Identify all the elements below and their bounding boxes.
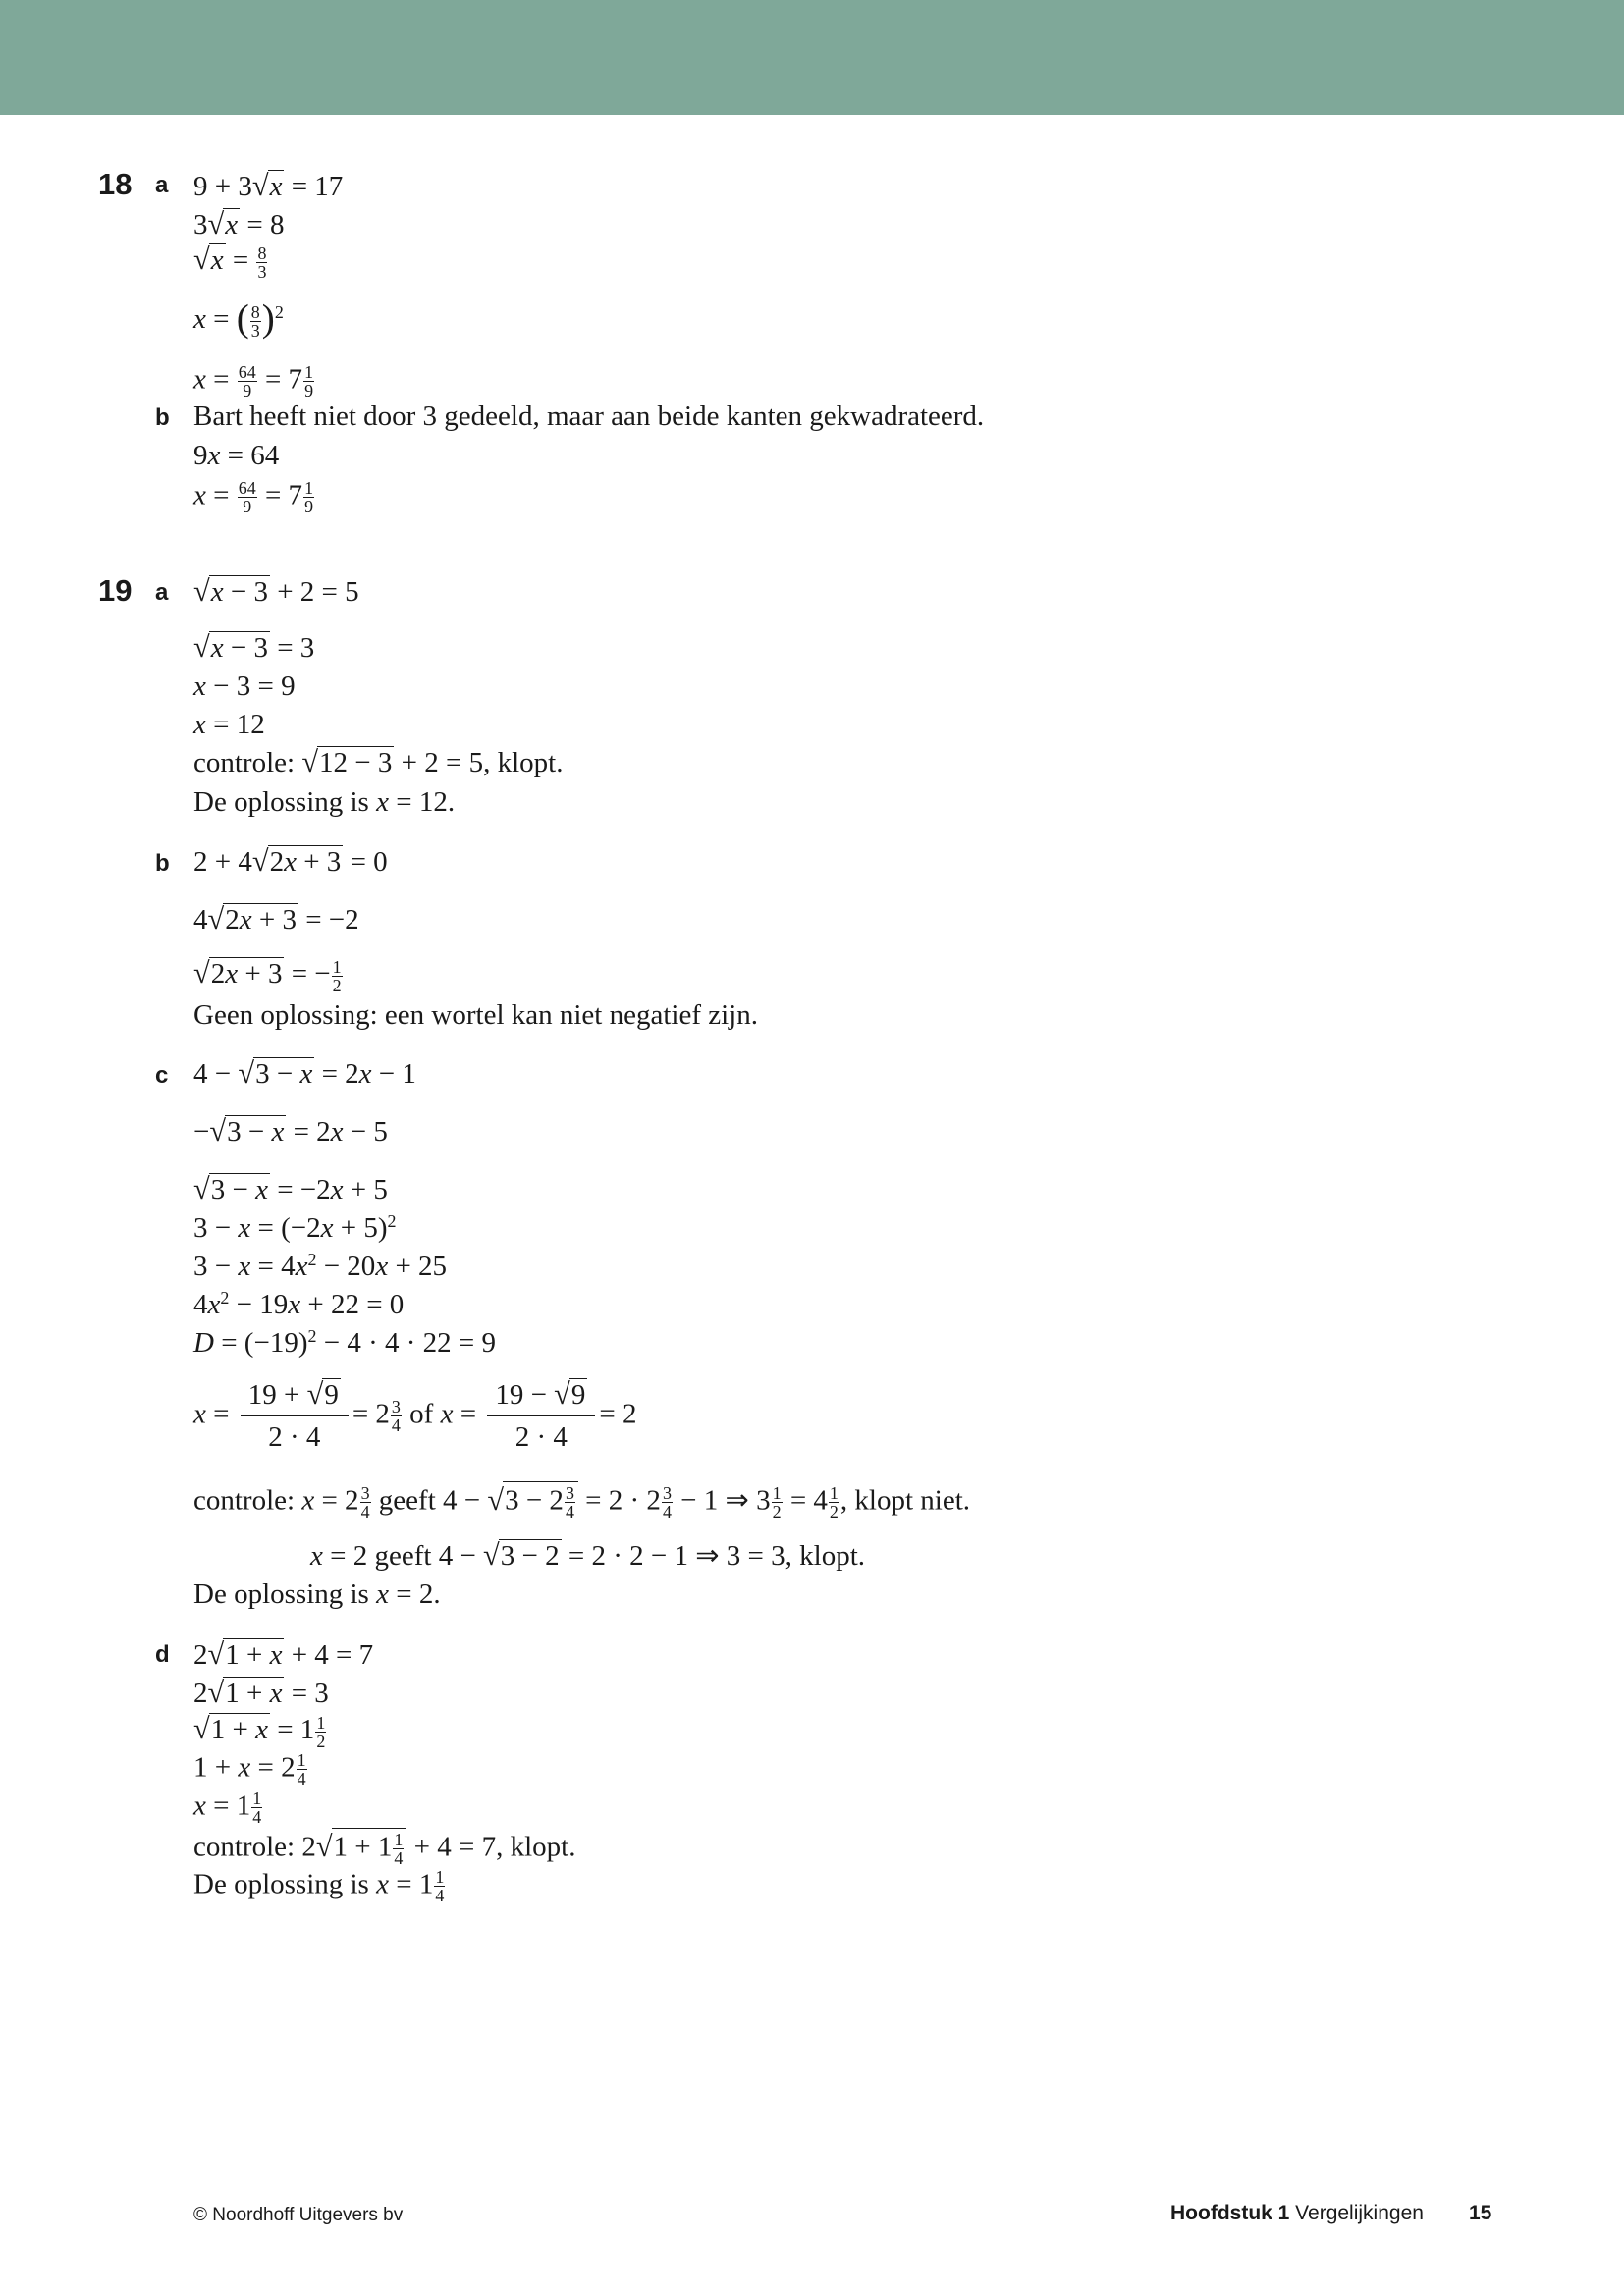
radical: √3 − x — [238, 1056, 313, 1090]
fraction: $\frac{8}{3}$ — [250, 301, 260, 341]
math-line: x = 2 geeft 4 − √3 − 2 = 2 · 2 − 1 ⇒ 3 = 3, klopt. — [310, 1538, 866, 1572]
math-line: De oplossing is x = 2. — [193, 1578, 441, 1610]
math-line: $4x^2 - 19x + 22 = 0$ — [193, 1288, 405, 1320]
fraction: $\frac{1}{4}$ — [394, 1830, 404, 1869]
radical: √3 − x — [193, 1172, 268, 1205]
math-line: 2 + 4√2x + 3 = 0 — [193, 844, 388, 878]
math-line: √x − 3 + 2 = 5 — [193, 574, 359, 608]
fraction: $\frac{3}{4}$ — [360, 1483, 370, 1522]
part-label: b — [155, 404, 170, 431]
math-line: 2√1 + x + 4 = 7 — [193, 1637, 374, 1671]
math-line: x = 1 $\frac{1}{4}$ — [193, 1789, 262, 1828]
math-line: 9 + 3√x = 17 — [193, 169, 344, 202]
fraction: $\frac{3}{4}$ — [662, 1483, 672, 1522]
radical: √x — [251, 169, 283, 202]
math-line: √2x + 3 = − $\frac{1}{2}$ — [193, 956, 342, 995]
math-line: De oplossing is x = 1 $\frac{1}{4}$ — [193, 1867, 445, 1906]
radical: √1 + x — [207, 1676, 283, 1709]
part-label: d — [155, 1641, 170, 1668]
math-line: x = ( $\frac{8}{3}$ )$^2$ — [193, 297, 284, 341]
radical: √1 + x — [193, 1712, 268, 1745]
fraction: $\frac{64}{9}$ — [238, 478, 256, 517]
radical: √1 + x — [207, 1637, 283, 1671]
part-label: b — [155, 850, 170, 877]
math-line: 4√2x + 3 = −2 — [193, 902, 359, 935]
radical: √x — [207, 207, 239, 240]
fraction: $\frac{1}{4}$ — [252, 1789, 262, 1828]
math-line: controle: 2√1 + 1 $\frac{1}{4}$ + 4 = 7, klopt. — [193, 1829, 576, 1869]
math-line: controle: x = 2 $\frac{3}{4}$ geeft 4 − √3 − 2 $\frac{3}{4}$ = 2 · 2 $\frac{3}{4}$ − 1 ⇒ 3 $\frac{1}{2}$ = 4 $\frac{1}{2}$ , klopt niet. — [193, 1482, 971, 1522]
math-line: De oplossing is x = 12. — [193, 786, 456, 818]
radical: √2x + 3 — [207, 902, 297, 935]
question-number: 18 — [98, 167, 133, 201]
math-line: 1 + x = 2 $\frac{1}{4}$ — [193, 1750, 306, 1789]
fraction: $\frac{3}{4}$ — [391, 1396, 401, 1436]
radical: √9 — [306, 1377, 339, 1411]
text-line: Bart heeft niet door 3 gedeeld, maar aan beide kanten gekwadrateerd. — [193, 400, 985, 432]
math-line: controle: √12 − 3 + 2 = 5, klopt. — [193, 745, 564, 778]
copyright-notice: © Noordhoff Uitgevers bv — [193, 2205, 404, 2225]
radical: √3 − x — [209, 1114, 285, 1148]
math-line: $D = (-19)^2 - 4 \cdot 4 \cdot 22 = 9$ — [193, 1326, 496, 1359]
math-line: $3 - x = (-2x + 5)^2$ — [193, 1211, 397, 1244]
math-line: $3 - x = 4x^2 - 20x + 25$ — [193, 1250, 448, 1282]
radical: √9 — [554, 1377, 586, 1411]
fraction: $\frac{3}{4}$ — [565, 1483, 574, 1522]
radical: √x − 3 — [193, 630, 268, 664]
page-number: 15 — [1469, 2202, 1492, 2224]
math-line: 4 − √3 − x = 2x − 1 — [193, 1056, 416, 1090]
radical: √x − 3 — [193, 574, 268, 608]
radical: √3 − 2 — [483, 1538, 560, 1572]
radical: √2x + 3 — [193, 956, 283, 989]
big-fraction: $\frac{19 + √9}{2 \cdot 4}$ — [241, 1377, 349, 1456]
part-label: c — [155, 1062, 169, 1089]
math-line: x = $\frac{64}{9}$ = 7 $\frac{1}{9}$ — [193, 478, 314, 517]
math-line: 3√x = 8 — [193, 207, 285, 240]
math-line: √3 − x = −2x + 5 — [193, 1172, 388, 1205]
radical: √1 + 1 $\frac{1}{4}$ — [316, 1828, 407, 1868]
math-line: x = $\frac{64}{9}$ = 7 $\frac{1}{9}$ — [193, 362, 314, 401]
part-label: a — [155, 579, 169, 606]
math-line: 9x = 64 — [193, 440, 280, 471]
fraction: $\frac{1}{2}$ — [772, 1483, 782, 1522]
fraction: $\frac{1}{4}$ — [435, 1867, 445, 1906]
fraction: $\frac{1}{2}$ — [332, 956, 342, 995]
math-line: x = $\frac{19 + √9}{2 \cdot 4}$ = 2 $\frac{3}{4}$ of x = $\frac{19 - √9}{2 \cdot 4}$ = 2 — [193, 1377, 637, 1456]
math-line: √1 + x = 1 $\frac{1}{2}$ — [193, 1712, 326, 1751]
radical: √2x + 3 — [251, 844, 342, 878]
radical: √12 − 3 — [301, 745, 393, 778]
fraction: $\frac{1}{4}$ — [297, 1750, 306, 1789]
math-line: −√3 − x = 2x − 5 — [193, 1114, 388, 1148]
radical: √x — [193, 242, 224, 276]
radical: √3 − 2 $\frac{3}{4}$ — [487, 1481, 578, 1522]
fraction: $\frac{1}{9}$ — [304, 362, 314, 401]
math-line: √x = $\frac{8}{3}$ — [193, 242, 267, 282]
fraction: $\frac{64}{9}$ — [238, 362, 256, 401]
fraction: $\frac{1}{2}$ — [829, 1483, 839, 1522]
question-number: 19 — [98, 573, 133, 608]
fraction: $\frac{8}{3}$ — [257, 242, 267, 282]
math-line: √x − 3 = 3 — [193, 630, 315, 664]
fraction: $\frac{1}{2}$ — [316, 1712, 326, 1751]
fraction: $\frac{1}{9}$ — [304, 478, 314, 517]
chapter-title: Hoofdstuk 1 Vergelijkingen — [1170, 2202, 1424, 2224]
math-line: x − 3 = 9 — [193, 670, 296, 702]
big-fraction: $\frac{19 - √9}{2 \cdot 4}$ — [487, 1377, 595, 1456]
part-label: a — [155, 172, 169, 198]
text-line: Geen oplossing: een wortel kan niet negatief zijn. — [193, 999, 758, 1031]
math-line: 2√1 + x = 3 — [193, 1676, 329, 1709]
math-line: x = 12 — [193, 709, 265, 740]
header-band — [0, 0, 1624, 115]
